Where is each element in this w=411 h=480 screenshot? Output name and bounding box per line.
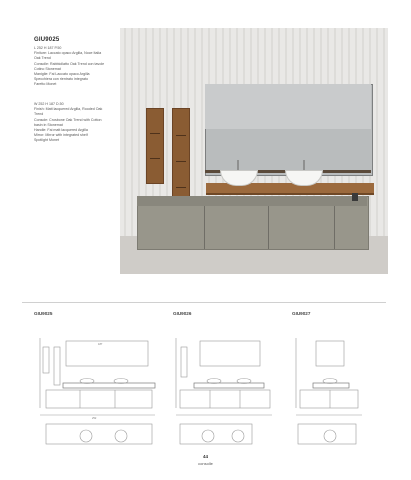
spec-block-english [34,102,116,144]
spec-en-line: basin in Stonemat [34,122,63,127]
spec-it-line: L 252 H 187 P.50 [34,46,62,50]
spec-en-line: Finish: Matt lacquered Argilla, Rooded Oak [34,107,103,112]
spec-en-line: W 252 H 187 D.50 [34,102,64,106]
technical-drawings [0,320,411,452]
spec-en-line: Trend [34,112,44,117]
mirror-reflection [205,84,371,129]
wall-shelf-left [146,108,164,184]
drawing-label-1: GIU9025 [34,311,53,316]
section-name: consolle [198,461,213,466]
product-code: GIU9025 [34,37,60,43]
drawing-label-2: GIU9026 [173,311,192,316]
spec-it-line: Consolle: Rabbiollatto Oak Trend con tavole [34,61,105,66]
svg-text:252: 252 [92,417,97,420]
spec-it-line: Maniglie: Fai Laccato opaco Argilla [34,72,90,77]
spec-it-line: Oak Trend [34,56,51,61]
spec-it-line: Finiture: Laccato opaco Argilla, Noce Italia [34,51,102,56]
drawing-label-3: GIU9027 [292,311,311,316]
drawing-giu9027 [296,338,362,444]
spec-block-italian [34,46,116,88]
spec-it-line: Specchiera con rientrato integrato [34,77,88,82]
spec-en-line: Spotlight Monet [34,138,59,143]
console-bracket [352,193,358,201]
vanity-base-top [137,196,367,206]
svg-text:187: 187 [98,343,103,346]
spec-en-line: Mirror: Mirror with integrated shelf [34,133,88,138]
faucet-right [303,160,305,170]
faucet-left [237,160,239,170]
spec-it-line: Cotino Stonemat [34,66,61,71]
section-divider [22,302,386,303]
drawing-giu9025 [40,338,155,444]
drawing-giu9026 [176,338,272,444]
spec-en-line: Handle: Fai matt lacquered Argilla [34,128,88,133]
spec-it-line: Faretto Monet [34,82,57,87]
page-number: 44 [202,454,208,459]
spec-en-line: Console: Crosbone Oak Trend with Cotton [34,117,102,122]
